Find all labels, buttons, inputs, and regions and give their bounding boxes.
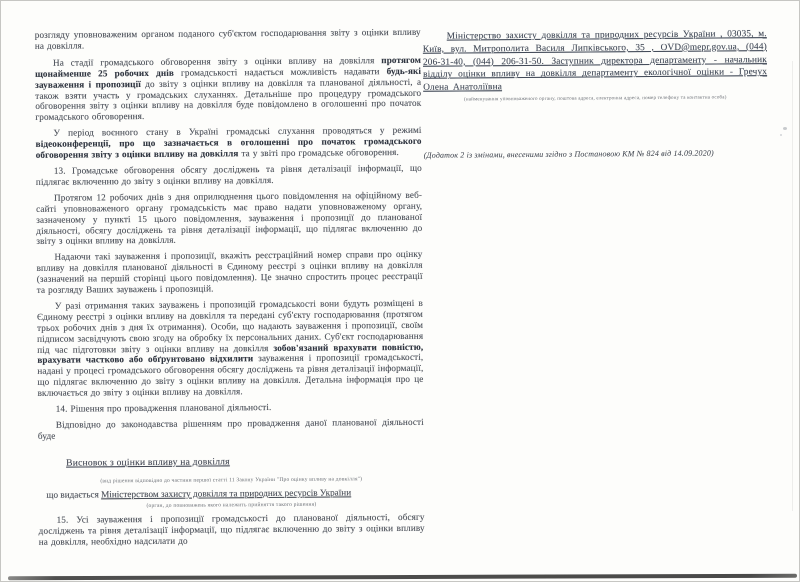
scan-right-edge-line: [792, 61, 794, 511]
text-run: 13. Громадське обговорення обсягу досліджень та рівня деталізації інформації, що підлягає включенню до звіту з оцінки впливу на довкілля.: [35, 162, 422, 187]
paragraph-registry-number: [36, 249, 422, 296]
scan-artifact-speck: [783, 127, 787, 130]
text-run: Надаючи такі зауваження і пропозиції, вкажіть реєстраційний номер справи про оцінку впливу на довкілля планованої діяльності в Єдиному реєстрі з оцінки впливу на довкілля (зазначений на першій сторінці цього повідомлення). Це значно спростить процес реєстрації та розгляду Ваших зауважень і пропозицій.: [36, 249, 423, 295]
text-run: зобов'язаний врахувати повністю, врахувати частково або обґрунтовано відхилити: [37, 341, 424, 366]
text-run: 14. Рішення про провадження планованої діяльності.: [55, 402, 272, 414]
text-run: громадськості надається можливість надавати: [173, 65, 387, 78]
issuing-authority-note: (орган, до повноважень якого належить прийняття такого рішення): [146, 501, 317, 509]
paragraph-decision-intro: [38, 417, 424, 442]
annex-note: (Додаток 2 із змінами, внесеними згідно з Постановою КМ № 824 від 14.09.2020): [423, 148, 714, 160]
text-run: У період воєнного стану в Україні громадські слухання проводяться у режимі: [53, 125, 422, 138]
decision-type-note: (вид рішення відповідно до частини першої статті 11 Закону України "Про оцінку впливу на довкілля"): [100, 476, 363, 485]
text-run: та у звіті про громадське обговорення.: [238, 147, 399, 159]
text-run: до звіту з оцінки впливу на довкілля та планованої діяльності, а також взяти участь у громадських слуханнях. Детальніше про процедуру громадського обговорення звіту з оцінки впливу на довкілля буде повідомлено в оголошенні про початок громадського обговорення.: [35, 76, 422, 123]
left-column: [35, 27, 425, 553]
paragraph-13: [36, 163, 422, 188]
text-run: відеоконференції, про що зазначається в оголошенні про початок громадського обговорення звіту з оцінки впливу на довкілля: [35, 135, 422, 160]
paragraph-12-days: [36, 190, 422, 248]
text-run: 15. Усі зауваження і пропозиції громадськості до планованої діяльності, обсягу досліджень та рівня деталізації інформації, що підлягає включенню до звіту з оцінки впливу на довкілля, необхідно надсилати до: [38, 511, 425, 547]
text-run: Відповідно до законодавства рішенням про провадження даної планованої діяльності буде: [37, 416, 424, 441]
paragraph-public-discussion: [35, 55, 422, 123]
conclusion-heading: Висновок з оцінки впливу на довкілля: [66, 456, 230, 469]
paragraph-14: [38, 401, 424, 415]
ministry-contact-block: Міністерство захисту довкілля та природних ресурсів України , 03035, м. Київ, вул. Митрополита Василя Липківського, 35 , OVD@mepr.gov.ua, (044) 206-31-40, (044) 206-31-50. Заступник директора департаменту - начальник відділу оцінки впливу на довкілля департаменту екологічної оцінки - Гречух Олена Анатоліївна: [422, 29, 768, 93]
text-run: Міністерством захисту довкілля та природних ресурсів України: [101, 487, 352, 500]
issuing-authority-line: [38, 487, 424, 501]
text-run: розгляду уповноваженим органом поданого суб'єктом господарювання звіту з оцінки впливу на довкілля.: [34, 26, 421, 51]
text-run: зауваження і пропозиції громадськості, надані у процесі громадського обговорення обсягу досліджень та рівня деталізації інформації, що підлягає включенню до звіту з оцінки впливу на довкілля. Детальна інформація про це включається до звіту з оцінки впливу на довкілля.: [37, 352, 424, 399]
text-run: що видається: [46, 489, 102, 500]
paragraph-comments-handling: [37, 298, 424, 399]
scan-artifact-speck: [780, 134, 782, 136]
paragraph-wartime: [35, 125, 421, 161]
text-run: На стадії громадського обговорення звіту з оцінки впливу на довкілля: [52, 54, 382, 68]
text-run: протягом щонайменше 25 робочих днів: [35, 54, 421, 79]
paragraph-continuation: [35, 27, 421, 52]
right-column: [423, 28, 768, 165]
paragraph-15: [39, 512, 425, 548]
text-run: Протягом 12 робочих днів з дня оприлюднення цього повідомлення на офіційному веб-сайті уповноваженого органу громадськість має право надати уповноваженому органу, зазначеному у пункті 15 цього повідомлення, зауваження і пропозиції до планованої діяльності, обсягу досліджень та рівня деталізації інформації, що підлягає включенню до звіту з оцінки впливу на довкілля.: [36, 189, 423, 247]
text-run: У разі отримання таких зауважень і пропозицій громадськості вони будуть розміщені в Єдиному реєстрі з оцінки впливу на довкілля та передані суб'єкту господарювання (протягом трьох робочих днів з дня їх отримання). Особи, що надають зауваження і пропозиції, своїм підписом засвідчують свою згоду на обробку їх персональних даних. Суб'єкт господарювання під час підготовки звіту з оцінки впливу на довкілля: [36, 297, 424, 355]
authority-details-note: (найменування уповноваженого органу, поштова адреса, електронна адреса, номер телефону та контактна особа): [463, 95, 727, 103]
text-run: будь-які зауваження і пропозиції: [35, 65, 422, 90]
